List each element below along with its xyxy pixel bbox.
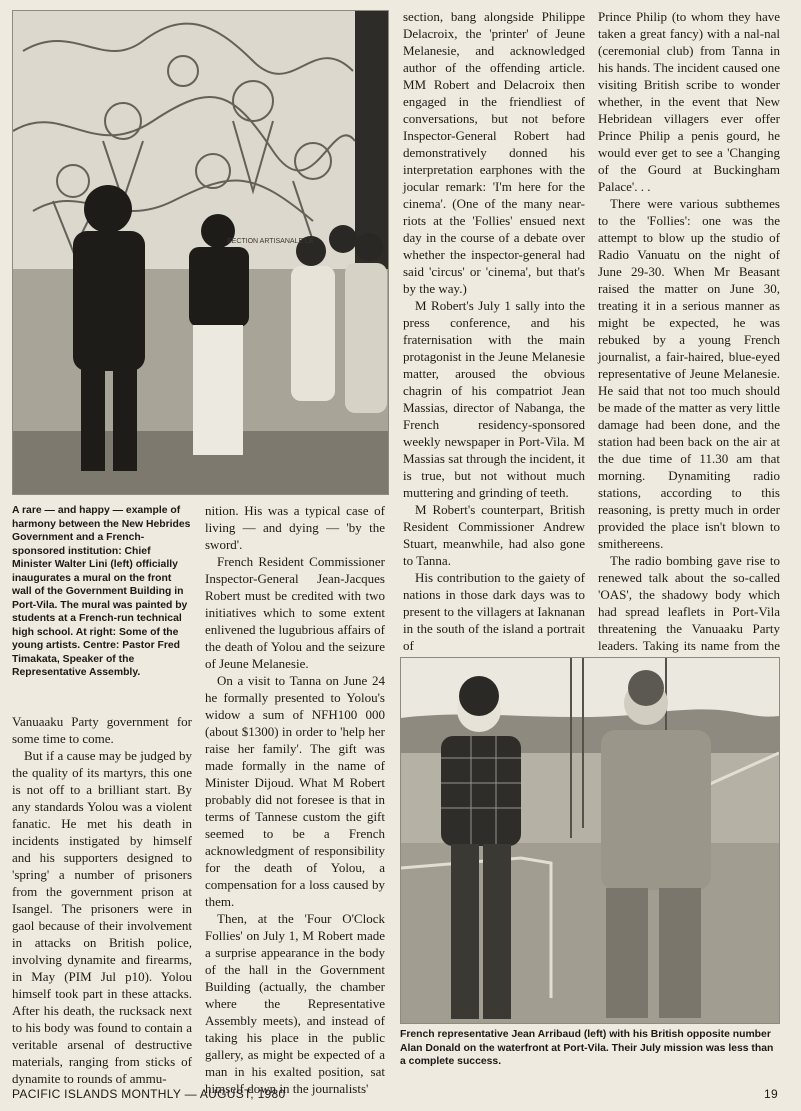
article-column-3 [403, 8, 585, 654]
waterfront-photo [400, 657, 780, 1024]
paragraph: M Robert's July 1 sally into the press conference, and his fraternisation with the main protagonist in the Jeune Melanesie matter, aroused the obvious chagrin of his compatriot Jean Massias, director of Nabanga, the French residency-sponsored weekly newspaper in Port-Vila. M Massias sat through the incident, it is true, but not without much muttering and grinding of teeth. [403, 298, 585, 500]
paragraph: But if a cause may be judged by the quality of its martyrs, this one is not off to a brilliant start. By any standards Yolou was a violent fanatic. He met his death in incidents instigated by himself and his supporters designed to 'spring' a number of prisoners from the government prison at Isangel. The prisoners were in gaol because of their involvement in attacks on British police, involving dynamite and firearms, in May (PIM Jul p10). Yolou himself took part in these attacks. After his death, the rucksack next to his body was found to contain a veritable arsenal of destructive materials, ranging from sticks of dynamite to rounds of ammu- [12, 748, 192, 1086]
paragraph: His contribution to the gaiety of nations in those dark days was to present to the villagers at Iaknanan in the south of the island a portrait of [403, 570, 585, 653]
mural-photo-illustration [13, 11, 388, 494]
paragraph: There were various subthemes to the 'Follies': one was the attempt to blow up the studio of Radio Vanuatu on the night of June 29-30. When Mr Beasant raised the matter on June 30, treating it in a serious manner as might be expected, he was rebuked by a young French journalist, a fair-haired, blue-eyed representative of Jeune Melanesie. He said that not too much should be made of the matter as very little damage had been done, and the station had been back on the air at the due time of 11.30 am that morning. Dynamiting radio stations, according to this reasoning, is pretty much in order provided the place isn't blown to smithereens. [598, 196, 780, 551]
paragraph: French Resident Commissioner Inspector-General Jean-Jacques Robert must be credited with two initiatives which to some extent enlivened the lugubrious affairs of the death of Yolou and the seizure of Jeune Melanesie. [205, 554, 385, 671]
paragraph: section, bang alongside Philippe Delacroix, the 'printer' of Jeune Melanesie, and acknowledged author of the offending article. MM Robert and Delacroix then engaged in the friendliest of conversations, but not before Inspector-General Robert had demonstratively donned his interpretation earphones with the jocular remark: 'I'm here for the cinema'. (One of the many near-riots at the 'Follies' ensued next day in the course of a debate over whether the inspector-general had said 'circus' or 'cinema', but that's by the way.) [403, 9, 585, 296]
publication-footer: PACIFIC ISLANDS MONTHLY — AUGUST, 1980 [12, 1087, 286, 1101]
waterfront-photo-caption: French representative Jean Arribaud (left) with his British opposite number Alan Donald on the waterfront at Port-Vila. Their July mission was less than a complete success. [400, 1029, 774, 1067]
waterfront-photo-illustration [401, 658, 779, 1023]
mural-inauguration-photo [12, 10, 389, 495]
paragraph: The radio bombing gave rise to renewed talk about the so-called 'OAS', the shadowy body which had spread leaflets in Port-Vila threatening the Vanuaaku Party leaders. Taking its name from the [598, 553, 780, 653]
paragraph: Then, at the 'Four O'Clock Follies' on July 1, M Robert made a surprise appearance in the body of the hall in the Government Building (actually, the chamber where the Representative Assembly meets), and instead of taking his place in the public gallery, as might be expected of a man in his exalted position, sat himself down in the journalists' [205, 911, 385, 1096]
paragraph: Prince Philip (to whom they have taken a great fancy) with a nal-nal (ceremonial club) from Tanna in his hands. The incident caused one visiting British scribe to wonder whether, in the event that New Hebridean villagers ever offer Prince Philip a penis gourd, he would ever get to see a 'Changing of the Gourd at Buckingham Palace'. . . [598, 9, 780, 194]
article-column-4 [598, 8, 780, 688]
paragraph: On a visit to Tanna on June 24 he formally presented to Yolou's widow a sum of NFH100 000 (about $1300) in order to 'help her raise her family'. The gift was made formally in the name of Minister Dijoud. What M Robert probably did not foresee is that in terms of Tannese custom the gift seemed to be a French acknowledgment of responsibility for the death of Yolou, a compensation for a loss caused by them. [205, 673, 385, 909]
paragraph: M Robert's counterpart, British Resident Commissioner Andrew Stuart, meanwhile, had also gone to Tanna. [403, 502, 585, 568]
page-number: 19 [764, 1087, 778, 1101]
paragraph: nition. His was a typical case of living — and dying — 'by the sword'. [205, 503, 385, 552]
top-photo-caption: A rare — and happy — example of harmony between the New Hebrides Government and a French-sponsored institution: Chief Minister Walter Lini (left) officially inaugurates a mural on the front wall of the Government Building in Port-Vila. The mural was painted by students at a French-run technical high school. At right: Some of the young artists. Centre: Pastor Fred Timakata, Speaker of the Representative Assembly. [12, 505, 191, 678]
article-column-2 [205, 502, 385, 1097]
paragraph: Vanuaaku Party government for some time to come. [12, 714, 192, 746]
mural-sign-text: SECTION ARTISANALE LE [227, 238, 314, 245]
article-column-1 [12, 713, 192, 1087]
